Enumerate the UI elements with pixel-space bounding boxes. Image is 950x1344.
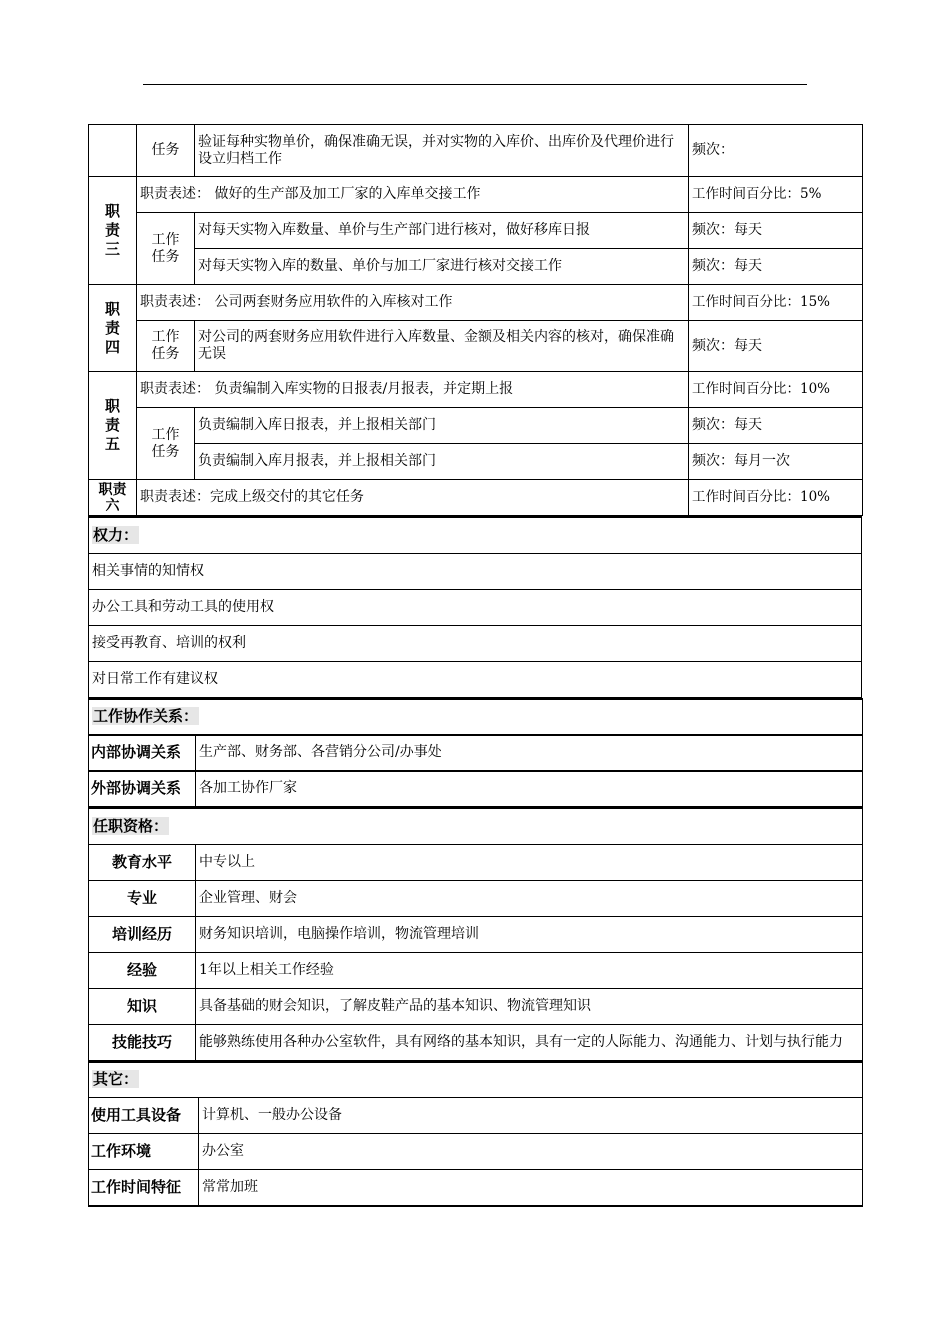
task-frequency: 频次：每天 [689, 408, 863, 444]
list-item [89, 553, 862, 589]
task-text: 对每天实物入库数量、单价与生产部门进行核对，做好移库日报 [195, 213, 689, 249]
other-title: 其它： [89, 1062, 863, 1098]
prev-task-row [89, 125, 863, 177]
table-row [89, 844, 863, 880]
other-table [88, 1061, 863, 1207]
qualification-label: 培训经历 [89, 916, 196, 952]
table-row [89, 952, 863, 988]
table-row [89, 988, 863, 1024]
duty3-task-row [89, 213, 863, 249]
task-text: 负责编制入库月报表，并上报相关部门 [195, 444, 689, 480]
task-frequency: 频次：每天 [689, 321, 863, 372]
header-rule [143, 84, 807, 85]
external-relation-value: 各加工协作厂家 [196, 771, 863, 807]
other-value: 计算机、一般办公设备 [199, 1098, 863, 1134]
duty6-label: 职责六 [89, 480, 137, 516]
qualification-label: 经验 [89, 952, 196, 988]
duty3-percent: 工作时间百分比：5% [689, 177, 863, 213]
qualification-value: 具备基础的财会知识，了解皮鞋产品的基本知识、物流管理知识 [196, 988, 863, 1024]
duty5-label: 职责五 [89, 372, 137, 480]
duty4-percent: 工作时间百分比：15% [689, 285, 863, 321]
table-row [89, 1098, 863, 1134]
task-frequency: 频次：每月一次 [689, 444, 863, 480]
task-label: 任务 [137, 125, 195, 177]
qualification-value: 企业管理、财会 [196, 880, 863, 916]
duties-table [88, 124, 863, 516]
job-description-table [88, 124, 862, 1207]
duty3-statement: 职责表述： 做好的生产部及加工厂家的入库单交接工作 [137, 177, 689, 213]
other-value: 常常加班 [199, 1170, 863, 1206]
external-relation-label: 外部协调关系 [89, 771, 196, 807]
qualification-value: 中专以上 [196, 844, 863, 880]
duty5-statement: 职责表述： 负责编制入库实物的日报表/月报表，并定期上报 [137, 372, 689, 408]
qualifications-header-row [89, 808, 863, 844]
power-item: 对日常工作有建议权 [89, 661, 862, 697]
duty3-statement-row [89, 177, 863, 213]
power-item: 接受再教育、培训的权利 [89, 625, 862, 661]
other-value: 办公室 [199, 1134, 863, 1170]
table-row [89, 916, 863, 952]
power-item: 相关事情的知情权 [89, 553, 862, 589]
qualifications-table [88, 807, 863, 1061]
duty4-statement: 职责表述： 公司两套财务应用软件的入库核对工作 [137, 285, 689, 321]
other-header-row [89, 1062, 863, 1098]
qualification-value: 能够熟练使用各种办公室软件，具有网络的基本知识，具有一定的人际能力、沟通能力、计划与执行能力 [196, 1024, 863, 1060]
list-item [89, 625, 862, 661]
qualification-value: 1年以上相关工作经验 [196, 952, 863, 988]
task-text: 对每天实物入库的数量、单价与加工厂家进行核对交接工作 [195, 249, 689, 285]
relations-header-row [89, 699, 863, 735]
list-item [89, 661, 862, 697]
task-frequency: 频次：每天 [689, 249, 863, 285]
powers-title: 权力： [89, 517, 862, 553]
duty3-label: 职责三 [89, 177, 137, 285]
qualifications-title: 任职资格： [89, 808, 863, 844]
work-task-label: 工作任务 [137, 321, 195, 372]
table-row [89, 771, 863, 807]
prev-duty-label [89, 125, 137, 177]
other-label: 使用工具设备 [89, 1098, 199, 1134]
duty5-percent: 工作时间百分比：10% [689, 372, 863, 408]
task-text: 验证每种实物单价，确保准确无误，并对实物的入库价、出库价及代理价进行设立归档工作 [195, 125, 689, 177]
other-label: 工作环境 [89, 1134, 199, 1170]
task-text: 对公司的两套财务应用软件进行入库数量、金额及相关内容的核对，确保准确无误 [195, 321, 689, 372]
qualification-label: 技能技巧 [89, 1024, 196, 1060]
duty4-statement-row [89, 285, 863, 321]
duty6-percent: 工作时间百分比：10% [689, 480, 863, 516]
duty6-row [89, 480, 863, 516]
duty6-statement: 职责表述：完成上级交付的其它任务 [137, 480, 689, 516]
relations-title: 工作协作关系： [89, 699, 863, 735]
work-task-label: 工作任务 [137, 213, 195, 285]
task-text: 负责编制入库日报表，并上报相关部门 [195, 408, 689, 444]
qualification-label: 知识 [89, 988, 196, 1024]
duty5-task-row [89, 444, 863, 480]
powers-header-row [89, 517, 862, 553]
qualification-label: 专业 [89, 880, 196, 916]
relations-table [88, 698, 863, 808]
table-row [89, 1170, 863, 1206]
duty5-task-row [89, 408, 863, 444]
duty5-statement-row [89, 372, 863, 408]
duty3-task-row [89, 249, 863, 285]
power-item: 办公工具和劳动工具的使用权 [89, 589, 862, 625]
table-row [89, 880, 863, 916]
internal-relation-label: 内部协调关系 [89, 735, 196, 771]
powers-table [88, 516, 862, 698]
table-row [89, 1024, 863, 1060]
task-frequency: 频次： [689, 125, 863, 177]
list-item [89, 589, 862, 625]
internal-relation-value: 生产部、财务部、各营销分公司/办事处 [196, 735, 863, 771]
other-label: 工作时间特征 [89, 1170, 199, 1206]
task-frequency: 频次：每天 [689, 213, 863, 249]
table-row [89, 1134, 863, 1170]
qualification-label: 教育水平 [89, 844, 196, 880]
qualification-value: 财务知识培训，电脑操作培训，物流管理培训 [196, 916, 863, 952]
duty4-task-row [89, 321, 863, 372]
work-task-label: 工作任务 [137, 408, 195, 480]
table-row [89, 735, 863, 771]
duty4-label: 职责四 [89, 285, 137, 372]
